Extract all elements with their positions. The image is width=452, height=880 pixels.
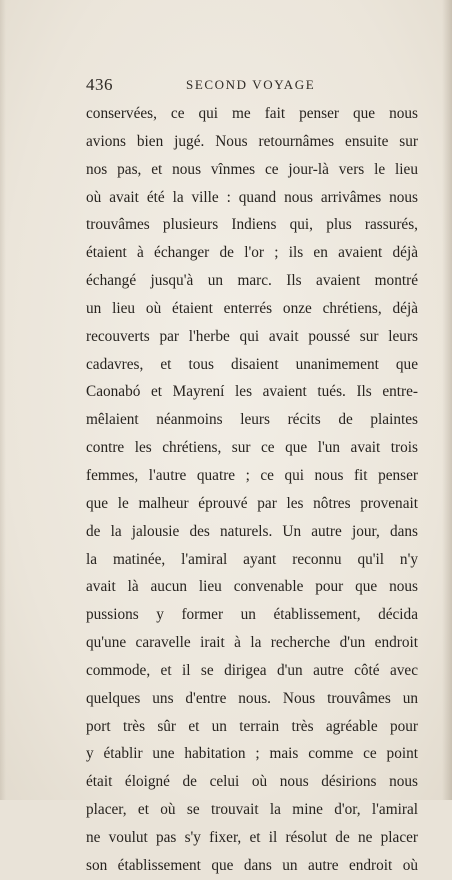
text-line: quelques uns d'entre nous. Nous trouvâmes un — [86, 689, 418, 707]
text-line: placer, et où se trouvait la mine d'or, l'amiral — [86, 801, 418, 819]
text-line: avait là aucun lieu convenable pour que nous — [86, 578, 418, 596]
text-line: commode, et il se dirigea d'un autre côté avec — [86, 661, 418, 679]
text-line: trouvâmes plusieurs Indiens qui, plus rassurés, — [86, 216, 418, 234]
page-number: 436 — [86, 75, 113, 94]
text-line: un lieu où étaient enterrés onze chrétiens, déjà — [86, 299, 418, 317]
page-gutter-shadow — [0, 0, 6, 800]
text-line: port très sûr et un terrain très agréable pour — [86, 717, 418, 735]
running-head: SECOND VOYAGE — [186, 77, 316, 92]
text-line: mêlaient néanmoins leurs récits de plaintes — [86, 411, 418, 429]
text-line: y établir une habitation ; mais comme ce point — [86, 745, 418, 763]
text-line: cadavres, et tous disaient unanimement que — [86, 355, 418, 373]
text-line: nos pas, et nous vînmes ce jour-là vers le lieu — [86, 160, 418, 178]
text-line: était éloigné de celui où nous désirions nous — [86, 773, 418, 791]
text-line: recouverts par l'herbe qui avait poussé sur leurs — [86, 327, 418, 345]
page-header — [86, 75, 418, 99]
text-line: la matinée, l'amiral ayant reconnu qu'il n'y — [86, 550, 418, 568]
text-line: de la jalousie des naturels. Un autre jour, dans — [86, 522, 418, 540]
text-line: qu'une caravelle irait à la recherche d'un endroit — [86, 634, 418, 652]
text-line: conservées, ce qui me fait penser que nous — [86, 105, 418, 122]
text-line: que le malheur éprouvé par les nôtres provenait — [86, 494, 418, 512]
text-line: étaient à échanger de l'or ; ils en avaient déjà — [86, 244, 418, 262]
text-line: Caonabó et Mayrení les avaient tués. Ils entre- — [86, 383, 418, 401]
text-line: femmes, l'autre quatre ; ce qui nous fit penser — [86, 466, 418, 484]
text-line: pussions y former un établissement, décida — [86, 606, 418, 624]
text-line: où avait été la ville : quand nous arrivâmes nous — [86, 188, 418, 206]
text-line: contre les chrétiens, sur ce que l'un avait trois — [86, 439, 418, 457]
text-line: échangé jusqu'à un marc. Ils avaient montré — [86, 272, 418, 290]
body-text — [86, 100, 418, 880]
text-line: ne voulut pas s'y fixer, et il résolut de ne placer — [86, 828, 418, 846]
text-line: son établissement que dans un autre endroit où — [86, 856, 418, 874]
page-edge-shadow — [442, 0, 452, 800]
text-line: avions bien jugé. Nous retournâmes ensuite sur — [86, 132, 418, 150]
